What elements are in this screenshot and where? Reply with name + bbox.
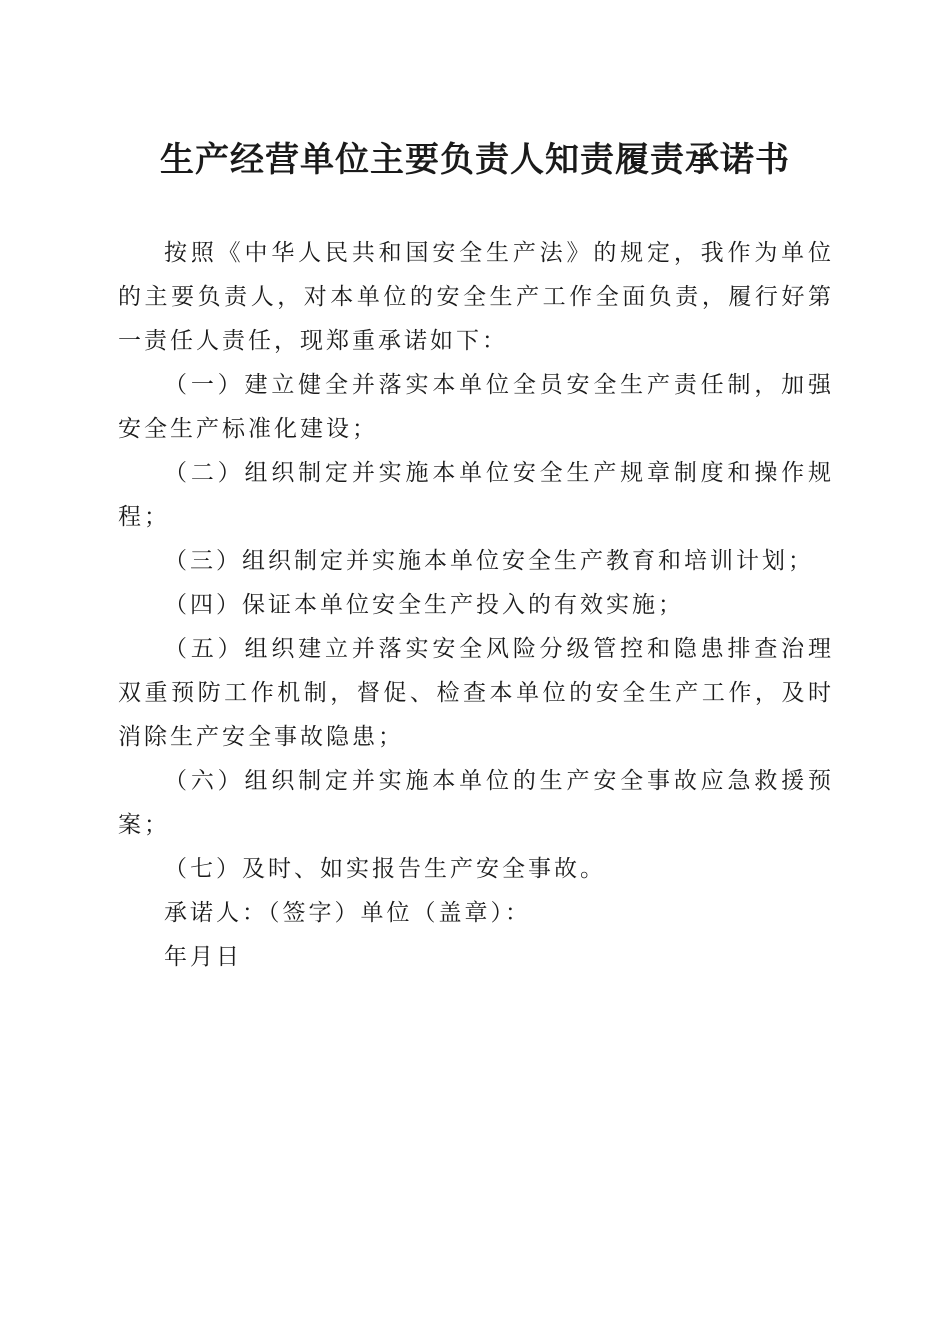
date-line: 年月日 [164, 944, 242, 970]
commitment-item: （七）及时、如实报告生产安全事故。 [164, 856, 606, 882]
document-title: 生产经营单位主要负责人知责履责承诺书 [160, 140, 790, 180]
commitment-item: （一）建立健全并落实本单位全员安全生产责任制，加强安全生产标准化建设； [118, 372, 834, 442]
commitment-item: （四）保证本单位安全生产投入的有效实施； [164, 592, 684, 618]
document-body [118, 231, 834, 979]
intro-paragraph: 按照《中华人民共和国安全生产法》的规定，我作为单位的主要负责人，对本单位的安全生产工作全面负责，履行好第一责任人责任，现郑重承诺如下： [118, 240, 834, 354]
commitment-item: （六）组织制定并实施本单位的生产安全事故应急救援预案； [118, 768, 834, 838]
commitment-item: （二）组织制定并实施本单位安全生产规章制度和操作规程； [118, 460, 834, 530]
commitment-item: （五）组织建立并落实安全风险分级管控和隐患排查治理双重预防工作机制，督促、检查本单位的安全生产工作，及时消除生产安全事故隐患； [118, 636, 834, 750]
commitment-item: （三）组织制定并实施本单位安全生产教育和培训计划； [164, 548, 814, 574]
signature-line: 承诺人：（签字）单位（盖章）： [164, 900, 531, 926]
